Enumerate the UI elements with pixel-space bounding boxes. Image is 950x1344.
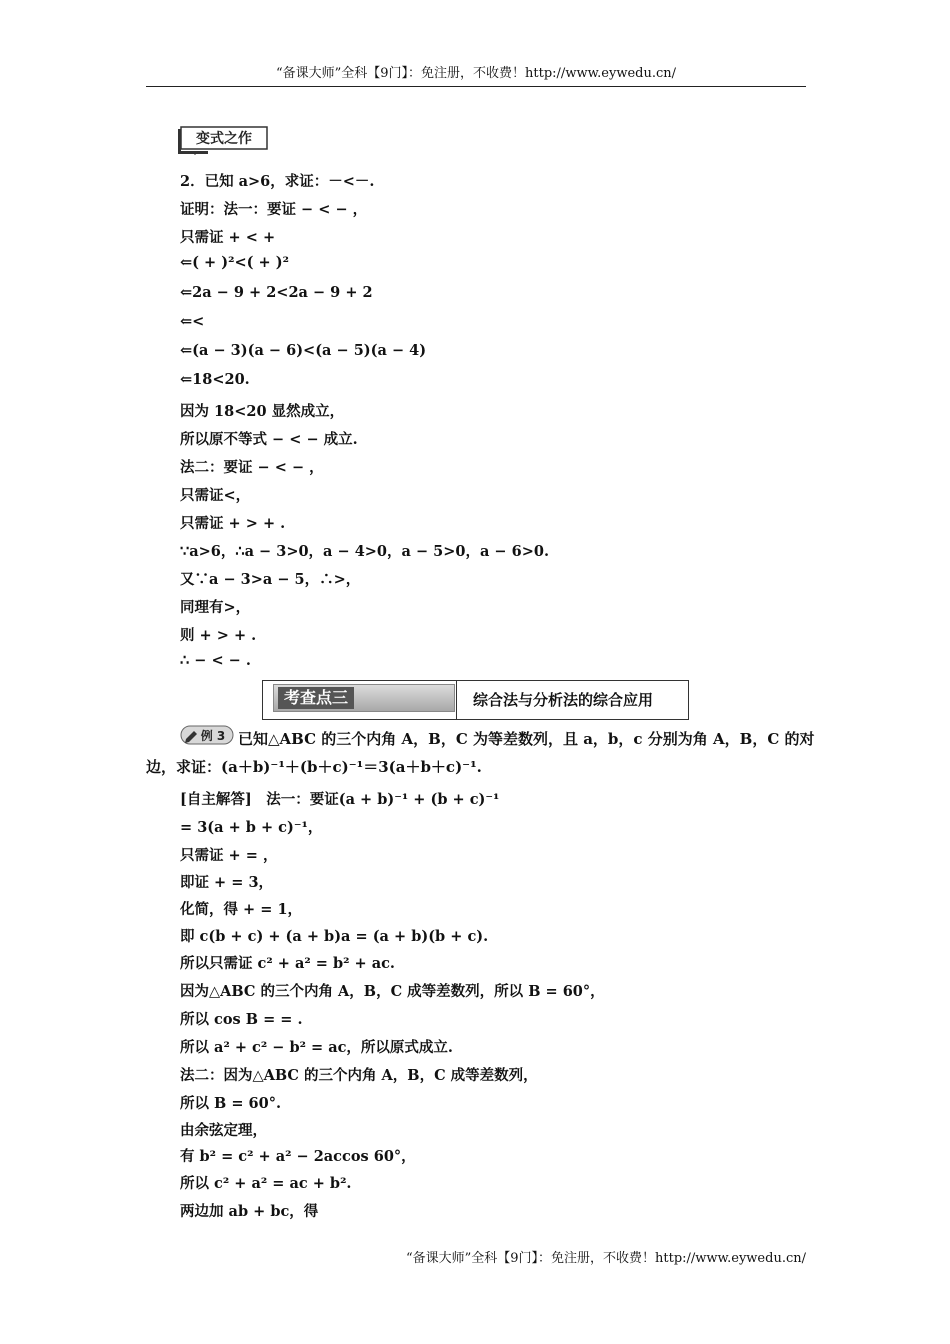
- proof-line: 则 + > + .: [180, 627, 257, 644]
- solution-line: 有 b² = c² + a² − 2accos 60°，: [180, 1148, 416, 1165]
- kaodian-divider: [456, 681, 457, 719]
- proof-line: ⇐<: [180, 313, 205, 330]
- proof-line: 因为 18<20 显然成立，: [180, 403, 345, 420]
- proof-line: 只需证 + < +: [180, 229, 276, 246]
- proof-line: 又∵a − 3>a − 5，∴>，: [180, 571, 361, 588]
- solution-line: 两边加 ab + bc，得: [180, 1203, 319, 1220]
- proof-line: 所以原不等式 − < − 成立.: [180, 431, 358, 448]
- proof-line: 证明：法一：要证 − < − ，: [180, 201, 368, 218]
- example-badge: [180, 724, 234, 746]
- proof-line: 只需证 + > + .: [180, 515, 286, 532]
- bianshi-badge-label: 变式之作: [196, 131, 252, 147]
- proof-line: ∵a>6，∴a − 3>0，a − 4>0，a − 5>0，a − 6>0.: [180, 543, 550, 560]
- proof-line: ⇐( + )²<( + )²: [180, 254, 289, 271]
- proof-line: ⇐(a − 3)(a − 6)<(a − 5)(a − 4): [180, 342, 427, 359]
- solution-line: 法二：因为△ABC 的三个内角 A，B，C 成等差数列，: [180, 1067, 538, 1084]
- solution-line: 即证 + = 3，: [180, 874, 274, 891]
- solution-line: 所以 c² + a² = ac + b².: [180, 1175, 352, 1192]
- proof-line: ∴ − < − .: [180, 652, 251, 669]
- page-header: “备课大师”全科【9门】：免注册，不收费！http://www.eywedu.cn/: [146, 64, 806, 87]
- proof-line: 法二：要证 − < − ，: [180, 459, 324, 476]
- solution-line: 所以只需证 c² + a² = b² + ac.: [180, 955, 395, 972]
- example-question-line: 边，求证：(a＋b)⁻¹＋(b＋c)⁻¹＝3(a＋b＋c)⁻¹.: [146, 758, 482, 776]
- kaodian-title: 综合法与分析法的综合应用: [473, 691, 654, 709]
- solution-line: 化简，得 + = 1，: [180, 901, 303, 918]
- solution-line: 因为△ABC 的三个内角 A，B，C 成等差数列，所以 B = 60°，: [180, 983, 605, 1000]
- bianshi-badge: [177, 125, 269, 155]
- proof-line: ⇐18<20.: [180, 371, 250, 388]
- proof-line: 2．已知 a>6，求证：－<－.: [180, 173, 375, 190]
- solution-line: 由余弦定理，: [180, 1122, 267, 1139]
- kaodian-header: [262, 680, 689, 720]
- solution-line: 所以 cos B = = .: [180, 1011, 303, 1028]
- kaodian-badge-label: 考查点三: [278, 687, 354, 709]
- solution-line: 所以 a² + c² − b² = ac，所以原式成立.: [180, 1039, 453, 1056]
- example-badge-label: 例 3: [200, 729, 226, 743]
- proof-line: 只需证<，: [180, 487, 251, 504]
- kaodian-badge: [273, 684, 455, 712]
- example-question-line: 已知△ABC 的三个内角 A，B，C 为等差数列，且 a，b，c 分别为角 A，B，C 的对: [238, 730, 815, 748]
- solution-line: = 3(a + b + c)⁻¹，: [180, 819, 323, 836]
- proof-line: 同理有>，: [180, 599, 251, 616]
- solution-line: 所以 B = 60°.: [180, 1095, 282, 1112]
- proof-line: ⇐2a − 9 + 2<2a − 9 + 2: [180, 284, 373, 301]
- solution-line: [自主解答] 法一：要证(a + b)⁻¹ + (b + c)⁻¹: [180, 791, 500, 808]
- page-footer: “备课大师”全科【9门】：免注册，不收费！http://www.eywedu.cn/: [405, 1251, 806, 1266]
- solution-line: 即 c(b + c) + (a + b)a = (a + b)(b + c).: [180, 928, 489, 945]
- solution-line: 只需证 + = ，: [180, 847, 278, 864]
